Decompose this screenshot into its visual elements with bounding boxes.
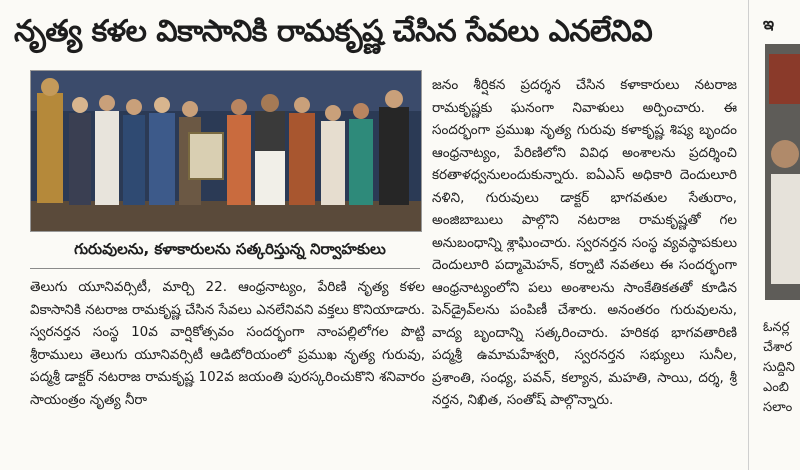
- article-headline: నృత్య కళల వికాసానికి రామకృష్ణ చేసిన సేవలు ఎనలేనివి: [14, 14, 653, 49]
- caption-divider: [30, 268, 420, 269]
- adjacent-line: ఓనర్ల: [763, 320, 790, 335]
- photo-caption: గురువులను, కళాకారులను సత్కరిస్తున్న నిర్వాహకులు: [74, 240, 386, 258]
- adjacent-headline-fragment: ఇ: [763, 14, 775, 33]
- event-photo: [30, 70, 422, 232]
- adjacent-text-lines: [763, 318, 800, 418]
- adjacent-line: సలాం: [763, 400, 793, 415]
- adjacent-line: చేశార: [763, 340, 793, 355]
- article-body-left: తెలుగు యూనివర్సిటీ, మార్చి 22. ఆంధ్రనాట్యం, పేరిణి నృత్య కళల వికాసానికి నటరాజ రామకృష్ణ చేసిన సేవలు ఎనలేనివని వక్తలు కొనియాడారు. స్వరనర్తన సంస్థ 10వ వార్షికోత్సవం సందర్భంగా నాంపల్లిలోగల పొట్టి శ్రీరాములు తెలుగు యూనివర్సిటీ ఆడిటోరియంలో ప్రముఖ నృత్య గురువు, పద్మశ్రీ డాక్టర్ నటరాజ రామకృష్ణ 102వ జయంతి పురస్కరించుకొని శనివారం సాయంత్రం నృత్య నీరా: [30, 279, 425, 408]
- column-divider: [748, 0, 749, 470]
- adjacent-line: సుద్దిని: [763, 360, 795, 375]
- article-body-right: జనం శీర్షికన ప్రదర్శన చేసిన కళాకారులు నటరాజ రామకృష్ణకు ఘనంగా నివాళులు అర్పించారు. ఈ సందర్భంగా ప్రముఖ నృత్య గురువు కళాకృష్ణ శిష్య బృందం ఆంధ్రనాట్యం, పేరిణిలోని వివిధ అంశాలను ప్రదర్శించి కరతాళధ్వనులందుకున్నారు. ఐఏఎస్ అధికారి దెందులూరి నళిని, గురువులు డాక్టర్ భాగవతుల సేతురాం, అంజిబాబులు పాల్గొని నటరాజ రామకృష్ణతో గల అనుబంధాన్ని శ్లాఘించారు. స్వరనర్తన సంస్థ వ్యవస్థాపకులు దెందులూరి పద్మామెహన్, కర్నాటి నవతలు ఈ సందర్భంగా ఆంధ్రనాట్యంలోని పలు అంశాలను సాంకేతికతతో కూడిన పెన్‌డ్రైవ్‌లను పంపిణీ చేశారు. అనంతరం గురువులను, వాద్య బృందాన్ని సత్కరించారు. హరికథ భాగవతారిణి పద్మశ్రీ ఉమామహేశ్వరి, స్వరనర్తన సభ్యులు సునీల, ప్రశాంతి, సంధ్య, పవన్, కల్యాన, మహతి, సాయి, దర్శ, శ్రీ నర్తన, నిఖిత, సంతోష్ పాల్గొన్నారు.: [432, 77, 737, 408]
- adjacent-photo: [765, 44, 800, 300]
- adjacent-article-fragment: [755, 0, 800, 470]
- adjacent-line: ఎంబి: [763, 380, 789, 395]
